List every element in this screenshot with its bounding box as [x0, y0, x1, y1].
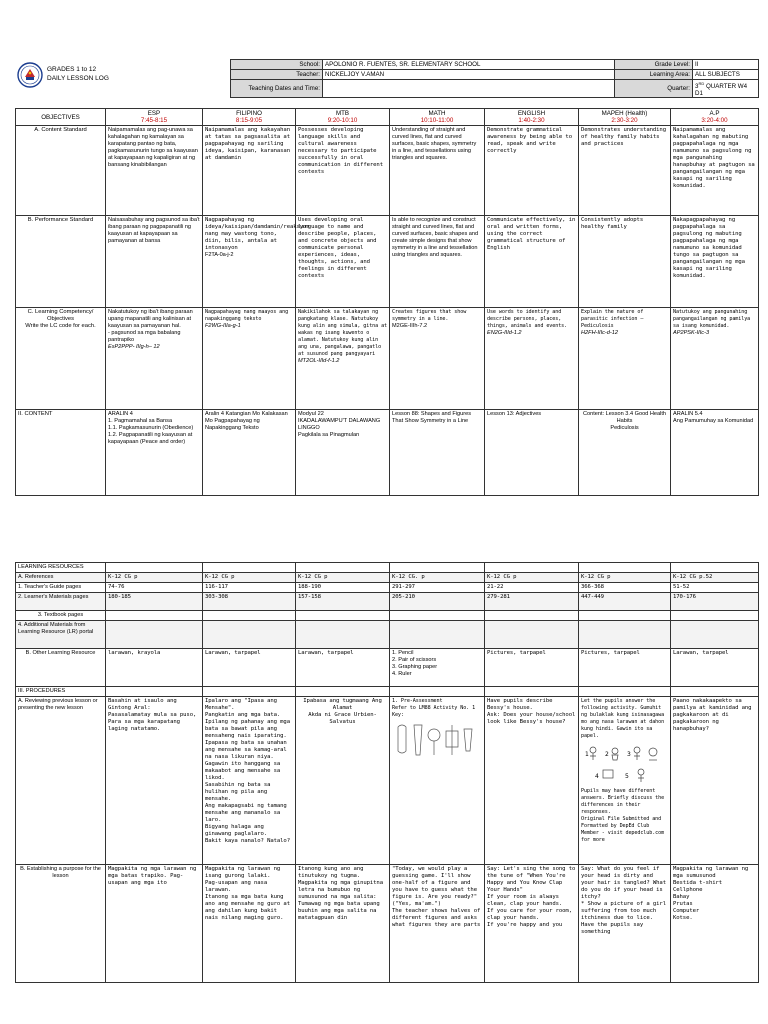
subject-header-esp	[106, 109, 203, 126]
header-table	[230, 59, 759, 98]
table-cell	[296, 611, 390, 621]
table-cell	[106, 621, 203, 649]
resources-title-row	[16, 563, 759, 573]
table-cell: 188-190	[296, 583, 390, 593]
grade-level-value: II	[693, 60, 759, 70]
subject-header-mapeh	[579, 109, 671, 126]
table-cell: 1. Pencil 2. Pair of scissors 3. Graphing paper 4. Ruler	[390, 649, 485, 687]
health-habits-pictures-icon	[581, 742, 665, 786]
learning-area-value: ALL SUBJECTS	[693, 70, 759, 80]
performance-standard-row	[16, 216, 759, 308]
table-cell	[485, 611, 579, 621]
table-cell: Larawan, tarpapel	[296, 649, 390, 687]
subject-header-mtb	[296, 109, 390, 126]
row-label: 4. Additional Materials from Learning Resource (LR) portal	[16, 621, 106, 649]
table-cell: Paano nakakaapekto sa pamilya at kaminidad ang pagkakaroon at di pagkakaroon ng hanapbuhay?	[671, 697, 759, 865]
table-cell	[485, 621, 579, 649]
table-cell: Lesson 88: Shapes and Figures That Show Symmetry in a Line	[390, 410, 485, 496]
table-cell: Magpakita ng larawan ng mga sumusunod Bestida t-shirt Cellphone Bahay Prutas Computer Kotse.	[671, 865, 759, 983]
resources-procedures-table	[15, 562, 759, 983]
table-cell: ARALIN 4 1. Pagmamahal sa Bansa 1.1. Pagkamasunurin (Obedience) 1.2. Pagpapanatili ng kaayusan at kapayapaan (Peace and order)	[106, 410, 203, 496]
section-title: III. PROCEDURES	[16, 687, 106, 697]
table-cell	[296, 563, 390, 573]
grades-title: GRADES 1 to 12	[47, 66, 97, 73]
picture-number: 5	[625, 773, 629, 780]
subject-time: 8:15-9:05	[235, 117, 263, 124]
table-cell: Consistently adopts healthy family	[579, 216, 671, 308]
table-cell	[485, 308, 579, 410]
row-label-note: Write the LC code for each.	[25, 323, 96, 329]
table-cell	[106, 308, 203, 410]
cell-text: Nakikilahok sa talakayan ng pangkatang klase. Natutukoy kung alin ang simula, gitna at wakas ng isang kuwento o alamat. Natutukoy kung alin ang una, pangalawa, pangatlo at susunod pang pangyayari	[298, 309, 388, 357]
table-cell	[390, 697, 485, 865]
symmetry-figures-icon	[392, 721, 476, 761]
table-cell: Nakapagpapahayag ng pagpapahalaga sa pagsulong ng mabuting pagpapahalaga ng mga namumuno sa komunidad tungo sa pagtugon sa pangangailangan ng mga kasapi ng sariling komunidad.	[671, 216, 759, 308]
cell-text: Nakatutukoy ng iba't ibang paraan upang mapanatili ang kalinisan at kaayusan sa pamayanan hal. - pagsunod sa mga babalang pantrapiko	[108, 309, 193, 343]
table-cell: Naipamamalas ang pag-unawa sa kahalagahan ng kamalayan sa karapatang pantao ng bata, pagkamasunurin tungo sa kaayusan at kapayapaan ng kapaligiran at ng bansang kinabibilangan	[106, 126, 203, 216]
table-cell: Ipabasa ang tugmaang Ang Alamat Akda ni Grace Urbien-Salvatus	[296, 697, 390, 865]
table-cell: 51-52	[671, 583, 759, 593]
lc-code: M2GE-IIIh-7.2	[392, 323, 428, 329]
teachers-guide-row	[16, 583, 759, 593]
table-cell: Say: What do you feel if your head is dirty and your hair is tangled? What do you do if your head is itchy? * Show a picture of a girl suffering from too much itchiness due to lice. Have the pupils say something	[579, 865, 671, 983]
school-value: APOLONIO R. FUENTES, SR. ELEMENTARY SCHOOL	[323, 60, 615, 70]
table-cell	[296, 308, 390, 410]
table-cell: larawan, krayola	[106, 649, 203, 687]
objectives-table	[15, 108, 759, 496]
table-cell: 447-449	[579, 593, 671, 611]
table-cell: K-12 CG. p	[390, 573, 485, 583]
table-cell: 303-308	[203, 593, 296, 611]
table-cell	[579, 687, 671, 697]
subject-name: MTB	[335, 110, 350, 117]
table-cell: Naisasabuhay ang pagsunod sa iba't ibang paraan ng pagpapanatili ng kaayusan at kapayapaan sa pamayanan at bansa	[106, 216, 203, 308]
lc-code: MT2OL-IIId-f-1.2	[298, 358, 340, 364]
cell-text: Nagpapahayag ng ideya/kaisipan/damdamin/reaksyon nang may wastong tono, diin, bilis, antala at intonasyon	[205, 217, 310, 251]
picture-number: 1	[585, 751, 589, 758]
quarter-suffix: RD	[698, 81, 705, 86]
lc-code: EsP2PPP- IIIg-h– 12	[108, 344, 160, 350]
table-cell: Aralin 4 Katangian Mo Kalakasan Mo Pagpapahayag ng Napakinggang Teksto	[203, 410, 296, 496]
learning-competency-row	[16, 308, 759, 410]
table-cell: 74-76	[106, 583, 203, 593]
row-label: B. Performance Standard	[16, 216, 106, 308]
table-cell	[579, 611, 671, 621]
subject-header-math	[390, 109, 485, 126]
row-label: B. Establishing a purpose for the lesson	[16, 865, 106, 983]
section-title: LEARNING RESOURCES	[16, 563, 106, 573]
table-cell	[671, 687, 759, 697]
table-cell	[106, 687, 203, 697]
log-title: DAILY LESSON LOG	[47, 75, 109, 82]
subject-header-english	[485, 109, 579, 126]
table-cell: Modyul 22 IKADALAWAMPU'T DALAWANG LINGGO Pagkilala sa Pinagmulan	[296, 410, 390, 496]
table-cell	[390, 621, 485, 649]
table-cell: Pictures, tarpapel	[485, 649, 579, 687]
subject-time: 1:40-2:30	[518, 117, 545, 124]
lc-code: F2WG-IIIa-g-1	[205, 323, 241, 329]
review-row	[16, 697, 759, 865]
table-cell	[390, 611, 485, 621]
table-cell	[485, 687, 579, 697]
subject-header-ap	[671, 109, 759, 126]
table-cell: Communicate effectively, in oral and written forms, using the correct grammatical structure of English	[485, 216, 579, 308]
table-cell: Demonstrate grammatical awareness by being able to read, speak and write correctly	[485, 126, 579, 216]
table-cell	[579, 563, 671, 573]
learning-area-label: Learning Area:	[615, 70, 693, 80]
table-cell: Magpakita ng mga larawan ng mga batas trapiko. Pag-usapan ang mga ito	[106, 865, 203, 983]
table-cell	[106, 563, 203, 573]
subject-time: 3:20-4:00	[701, 117, 728, 124]
objectives-header: OBJECTIVES	[16, 109, 106, 126]
subject-name: MAPEH (Health)	[601, 110, 648, 117]
cell-text: 1. Pre-Assessment Refer to LM88 Activity No. 1 Key:	[392, 698, 476, 718]
lc-code: F2TA-0a-j-2	[205, 252, 234, 258]
row-label: 2. Learner's Materials pages	[16, 593, 106, 611]
table-cell: Naipamamalas ang kakayahan at tatas sa pagsasalita at pagpapahayag ng sariling ideya, kaisipan, karanasan at damdamin	[203, 126, 296, 216]
table-cell: "Today, we would play a guessing game. I'll show one-half of a figure and you have to guess what the figure is. Are you ready?" ("Yes, ma'am.") The teacher shows halves of different figures and asks what figures they are parts	[390, 865, 485, 983]
quarter-number: 3	[695, 83, 699, 91]
subject-name: A.P	[709, 110, 720, 117]
row-label: B. Other Learning Resource	[16, 649, 106, 687]
table-cell: Is able to recognize and construct straight and curved lines, flat and curved surfaces, basic shapes and create simple designs that show symmetry in a line and tessellation using triangles and squares.	[390, 216, 485, 308]
table-cell	[296, 621, 390, 649]
procedures-title-row	[16, 687, 759, 697]
log-title-block	[47, 65, 109, 83]
table-cell	[203, 611, 296, 621]
table-cell: K-12 CG p.52	[671, 573, 759, 583]
subject-header-filipino	[203, 109, 296, 126]
table-cell	[579, 621, 671, 649]
teacher-label: Teacher:	[231, 70, 323, 80]
subject-time: 7:45-8:15	[140, 117, 168, 124]
subject-time: 2:30-3:20	[611, 117, 638, 124]
cell-text: Use words to identify and describe persons, places, things, animals and events.	[487, 309, 568, 329]
table-cell: Larawan, tarpapel	[203, 649, 296, 687]
table-cell: Have pupils describe Bessy's house. Ask: Does your house/school look like Bessy's house?	[485, 697, 579, 865]
row-label: A. References	[16, 573, 106, 583]
table-cell: K-12 CG p	[203, 573, 296, 583]
quarter-label: Quarter:	[615, 80, 693, 98]
table-cell: Pictures, tarpapel	[579, 649, 671, 687]
lc-code: AP2PSK-IIIc-3	[673, 330, 710, 336]
table-cell: Itanong kung ano ang tinutukoy ng tugma. Magpakita ng mga ginupitna letra na bumubuo ng sumusunod na mga salita: Tumawag ng mga bata upang buuhin ang mga salita na matatagpuan din	[296, 865, 390, 983]
school-label: School:	[231, 60, 323, 70]
table-cell	[203, 563, 296, 573]
table-cell	[203, 687, 296, 697]
subject-header-row	[16, 109, 759, 126]
content-row	[16, 410, 759, 496]
subject-name: ENGLISH	[517, 110, 546, 117]
table-cell	[579, 697, 671, 865]
table-cell: 180-185	[106, 593, 203, 611]
table-cell: Demonstrates understanding of healthy family habits and practices	[579, 126, 671, 216]
textbook-row	[16, 611, 759, 621]
dates-label: Teaching Dates and Time:	[231, 80, 323, 98]
table-cell: K-12 CG p	[106, 573, 203, 583]
cell-text: Let the pupils answer the following activity. Gumuhit ng bulaklak kung isinasagawa mo ang nasa larawan at dahon kung hindi. Gawin ito sa papel.	[581, 698, 665, 739]
table-cell: Basahin at isaulo ang Gintong Aral: Pasasalamatay mula sa puso, Para sa mga karapatang laging natatamo.	[106, 697, 203, 865]
table-cell: Larawan, tarpapel	[671, 649, 759, 687]
grade-level-label: Grade Level:	[615, 60, 693, 70]
lc-code: H2FH-IIIc-d-12	[581, 330, 618, 336]
table-cell: 291-297	[390, 583, 485, 593]
cell-text: Nagpapahayag nang maayos ang napakinggang teksto	[205, 309, 289, 322]
table-cell	[390, 687, 485, 697]
table-cell	[296, 687, 390, 697]
table-cell: Lesson 13: Adjectives	[485, 410, 579, 496]
deped-seal-icon	[17, 62, 43, 88]
subject-time: 9:20-10:10	[327, 117, 358, 124]
table-cell: Magpakita ng larawan ng isang gurong lalaki. Pag-usapan ang nasa larawan. Itanong sa mga bata kung ano ang mensahe ng guro at ang dahilan kung bakit nais nilang maging guro.	[203, 865, 296, 983]
lc-code: EN2G-IIId-1.2	[487, 330, 522, 336]
purpose-row	[16, 865, 759, 983]
additional-materials-row	[16, 621, 759, 649]
row-label-text: C. Learning Competency/ Objectives	[27, 309, 94, 322]
learners-materials-row	[16, 593, 759, 611]
table-cell	[671, 621, 759, 649]
picture-number: 4	[595, 773, 599, 780]
table-cell	[203, 216, 310, 308]
table-cell: Say: Let's sing the song to the tune of "When You're Happy and You Know Clap Your Hands" If your room is always clean, clap your hands. If you care for your room, clap your hands. If you're happy and you	[485, 865, 579, 983]
quarter-week: QUARTER W4 D1	[695, 83, 748, 98]
table-cell: 21-22	[485, 583, 579, 593]
teacher-value: NICKELJOY V.AMAN	[323, 70, 615, 80]
table-cell	[485, 563, 579, 573]
table-cell: 366-368	[579, 583, 671, 593]
table-cell: 279-281	[485, 593, 579, 611]
cell-text: Creates figures that show symmetry in a line.	[392, 309, 467, 322]
subject-name: MATH	[428, 110, 446, 117]
table-cell: Uses developing oral language to name and describe people, places, and concrete objects and communicate personal experiences, ideas, thoughts, actions, and feelings in different contexts	[296, 216, 390, 308]
other-resources-row	[16, 649, 759, 687]
subject-name: FILIPINO	[236, 110, 262, 117]
cell-text: Natutukoy ang pangunahing pangangailangan ng pamilya sa isang komunidad.	[673, 309, 751, 329]
picture-number: 3	[627, 751, 631, 758]
table-cell: Possesses developing language skills and cultural awareness necessary to participate successfully in oral communication in different contexts	[296, 126, 390, 216]
row-label: A. Content Standard	[16, 126, 106, 216]
cell-text: Explain the nature of parasitic infection – Pediculosis	[581, 309, 644, 329]
table-cell: K-12 CG p	[485, 573, 579, 583]
content-standard-row	[16, 126, 759, 216]
table-cell	[203, 621, 296, 649]
table-cell	[203, 308, 296, 410]
table-cell: 170-176	[671, 593, 759, 611]
cell-text: Pupils may have different answers. Briefly discuss the differences in their responses. Original File Submitted and Formatted by DepEd Club Member - visit depedclub.com for more	[581, 788, 665, 843]
row-label: 1. Teacher's Guide pages	[16, 583, 106, 593]
table-cell	[579, 308, 671, 410]
table-cell: Ipalaro ang "Ipasa ang Mensahe". Pangkatin ang mga bata. Ipilang ng pahanay ang mga bata sa bawat pila ang mensaheng nais iparating. Ipapasa ng bata sa unahan ang mensahe sa kamag-aral na nasa likuran niya. Gagawin ito hanggang sa makaabot ang mensahe sa likod. Sasabihin ng bata sa hulihan ng pila ang mensahe. Ang makapagsabi ng tamang mensahe ang mananalo sa laro. Bigyang halaga ang ginawang paglalaro. Bakit kaya nanalo? Natalo?	[203, 697, 296, 865]
subject-time: 10:10-11:00	[420, 117, 454, 124]
table-cell: 157-158	[296, 593, 390, 611]
row-label: II. CONTENT	[16, 410, 106, 496]
row-label: A. Reviewing previous lesson or presenting the new lesson	[16, 697, 106, 865]
table-cell	[106, 611, 203, 621]
references-row	[16, 573, 759, 583]
dates-value	[323, 80, 615, 98]
table-cell: Content: Lesson 3.4 Good Health Habits Pediculosis	[579, 410, 671, 496]
subject-name: ESP	[147, 110, 161, 117]
quarter-value	[693, 80, 759, 98]
table-cell	[390, 563, 485, 573]
picture-number: 2	[605, 751, 609, 758]
table-cell	[390, 308, 485, 410]
table-cell: 116-117	[203, 583, 296, 593]
table-cell: K-12 CG p	[296, 573, 390, 583]
table-cell: Understanding of straight and curved lines, flat and curved surfaces, basic shapes, symmetry in a line, and tessellations using triangles and squares.	[390, 126, 485, 216]
table-cell: ARALIN 5.4 Ang Pamumuhay sa Komunidad	[671, 410, 759, 496]
table-cell: 205-210	[390, 593, 485, 611]
table-cell	[671, 611, 759, 621]
table-cell	[671, 563, 759, 573]
row-label	[16, 308, 106, 410]
table-cell	[671, 308, 759, 410]
row-label: 3. Textbook pages	[16, 611, 106, 621]
table-cell: K-12 CG p	[579, 573, 671, 583]
table-cell: Naipamamalas ang kahalagahan ng mabuting pagpapahalaga ng mga namumuno sa pagsulong ng mga pangunahing hanapbuhay at pagtugon sa pangangailangan ng mga kasapi ng sariling komunidad.	[671, 126, 759, 216]
